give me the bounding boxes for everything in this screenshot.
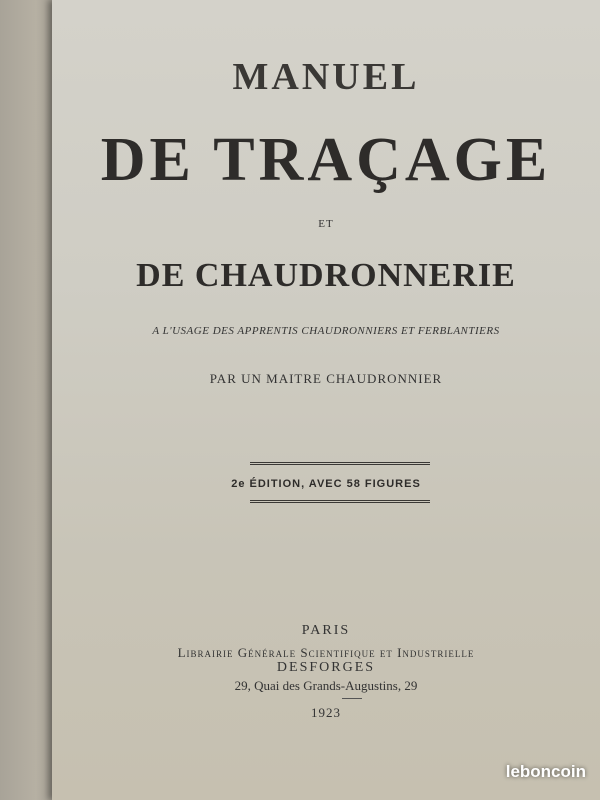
edition-line: 2e ÉDITION, AVEC 58 FIGURES [231, 478, 421, 490]
edition-rule-bottom [250, 500, 430, 503]
imprint-dash [342, 698, 362, 699]
leboncoin-watermark: leboncoin [505, 762, 586, 781]
underlying-page [0, 0, 60, 800]
imprint-city: PARIS [301, 623, 351, 638]
title-conjunction: ET [318, 218, 334, 230]
title-line-chaudronnerie: DE CHAUDRONNERIE [136, 257, 516, 294]
imprint-publisher: DESFORGES [276, 660, 376, 675]
title-line-tracage: DE TRAÇAGE [100, 126, 552, 194]
imprint-library: Librairie Générale Scientifique et Industrielle [177, 645, 475, 660]
title-line-manuel: MANUEL [232, 56, 420, 98]
title-page [52, 0, 600, 800]
imprint-address: 29, Quai des Grands-Augustins, 29 [234, 678, 418, 693]
subtitle: A L'USAGE DES APPRENTIS CHAUDRONNIERS ET FERBLANTIERS [152, 325, 500, 337]
edition-rule-top [250, 462, 430, 465]
author-line: PAR UN MAITRE CHAUDRONNIER [209, 371, 443, 386]
imprint-year: 1923 [311, 705, 341, 720]
